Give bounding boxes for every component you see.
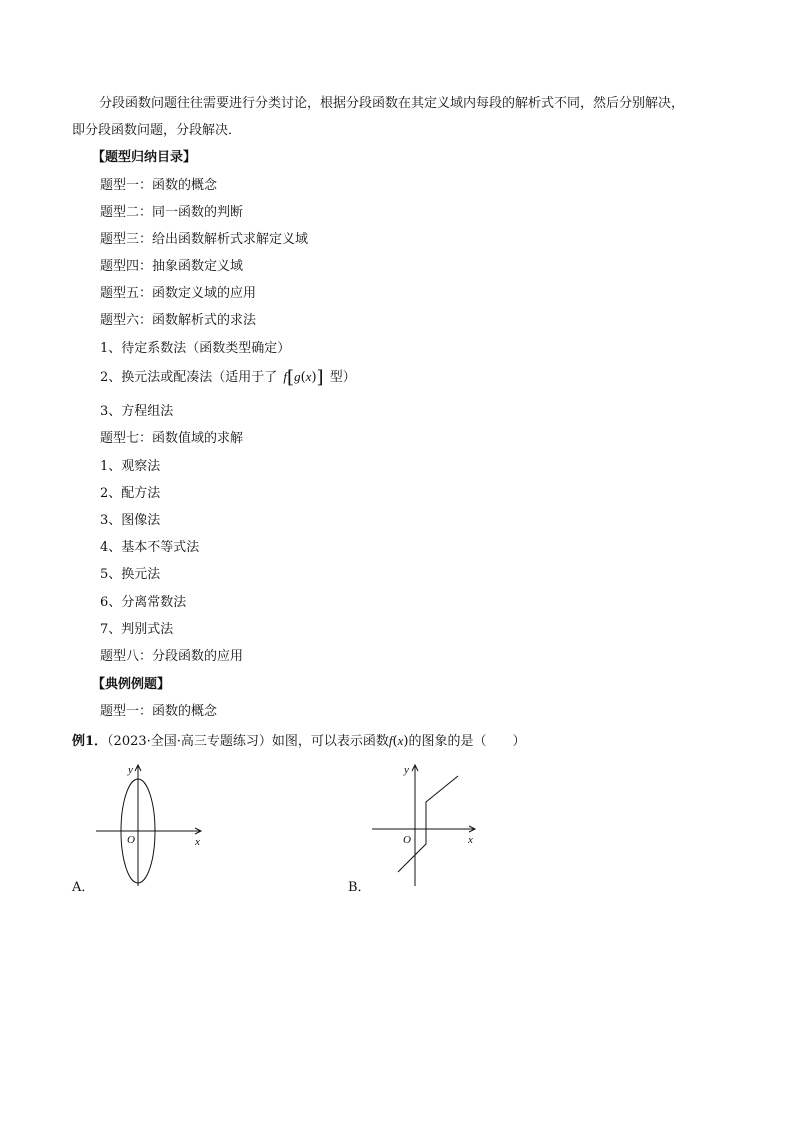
toc-item: 题型五：函数定义域的应用: [100, 286, 257, 301]
toc-item-with-formula: [100, 368, 356, 387]
example-tail: 的图象的是（ ）: [408, 734, 526, 749]
origin-label: O: [403, 834, 411, 846]
option-b-label[interactable]: B．: [348, 880, 371, 895]
toc-item: 题型二：同一函数的判断: [100, 205, 244, 220]
option-a-graph: [90, 760, 210, 890]
option-a-label[interactable]: A．: [72, 880, 95, 895]
toc-item: 题型七：函数值域的求解: [100, 431, 244, 446]
example-label: 例1．: [72, 734, 108, 749]
toc-item: 5、换元法: [100, 567, 161, 582]
func-f: f: [388, 733, 393, 748]
intro-line-2: 即分段函数问题，分段解决．: [72, 123, 242, 138]
origin-label: O: [127, 834, 135, 846]
toc-item: 4、基本不等式法: [100, 540, 200, 555]
toc-item: 7、判别式法: [100, 622, 174, 637]
formula-f: f: [283, 369, 288, 384]
intro-line-1: 分段函数问题往往需要进行分类讨论，根据分段函数在其定义域内每段的解析式不同，然后分别解决，: [99, 96, 685, 111]
option-b-graph: [366, 760, 486, 890]
toc-item: 题型四：抽象函数定义域: [100, 259, 244, 274]
toc-item: 题型六：函数解析式的求法: [100, 313, 257, 328]
section-title: 题型一：函数的概念: [100, 704, 218, 719]
formula-x: x: [305, 369, 312, 384]
toc-item-tail: 型）: [329, 370, 356, 385]
examples-heading: 【典例例题】: [92, 677, 171, 692]
toc-item: 6、分离常数法: [100, 595, 187, 610]
toc-item: 2、配方法: [100, 486, 161, 501]
toc-item: 3、图像法: [100, 513, 161, 528]
toc-item: 1、观察法: [100, 459, 161, 474]
y-axis-label: y: [404, 764, 409, 776]
formula-g: g: [294, 369, 301, 384]
toc-heading: 【题型归纳目录】: [92, 150, 197, 165]
y-axis-label: y: [128, 764, 133, 776]
toc-item: 1、待定系数法（函数类型确定）: [100, 341, 291, 356]
formula-f-of-g-of-x: f[g(x)]: [283, 367, 324, 388]
toc-item: 题型三：给出函数解析式求解定义域: [100, 232, 309, 247]
toc-item: 题型八：分段函数的应用: [100, 649, 244, 664]
func-x: x: [397, 733, 404, 748]
example-1-question: 例1．（2023·全国·高三专题练习）如图，可以表示函数f(x)的图象的是（ ）: [72, 733, 526, 749]
toc-item: 题型一：函数的概念: [100, 178, 218, 193]
example-source: （2023·全国·高三专题练习）如图，可以表示函数: [107, 734, 389, 749]
toc-item: 3、方程组法: [100, 404, 174, 419]
graph-line: [398, 776, 458, 872]
x-axis-label: x: [195, 836, 200, 848]
x-axis-label: x: [468, 834, 473, 846]
toc-item-text: 2、换元法或配凑法（适用于了: [100, 370, 278, 385]
